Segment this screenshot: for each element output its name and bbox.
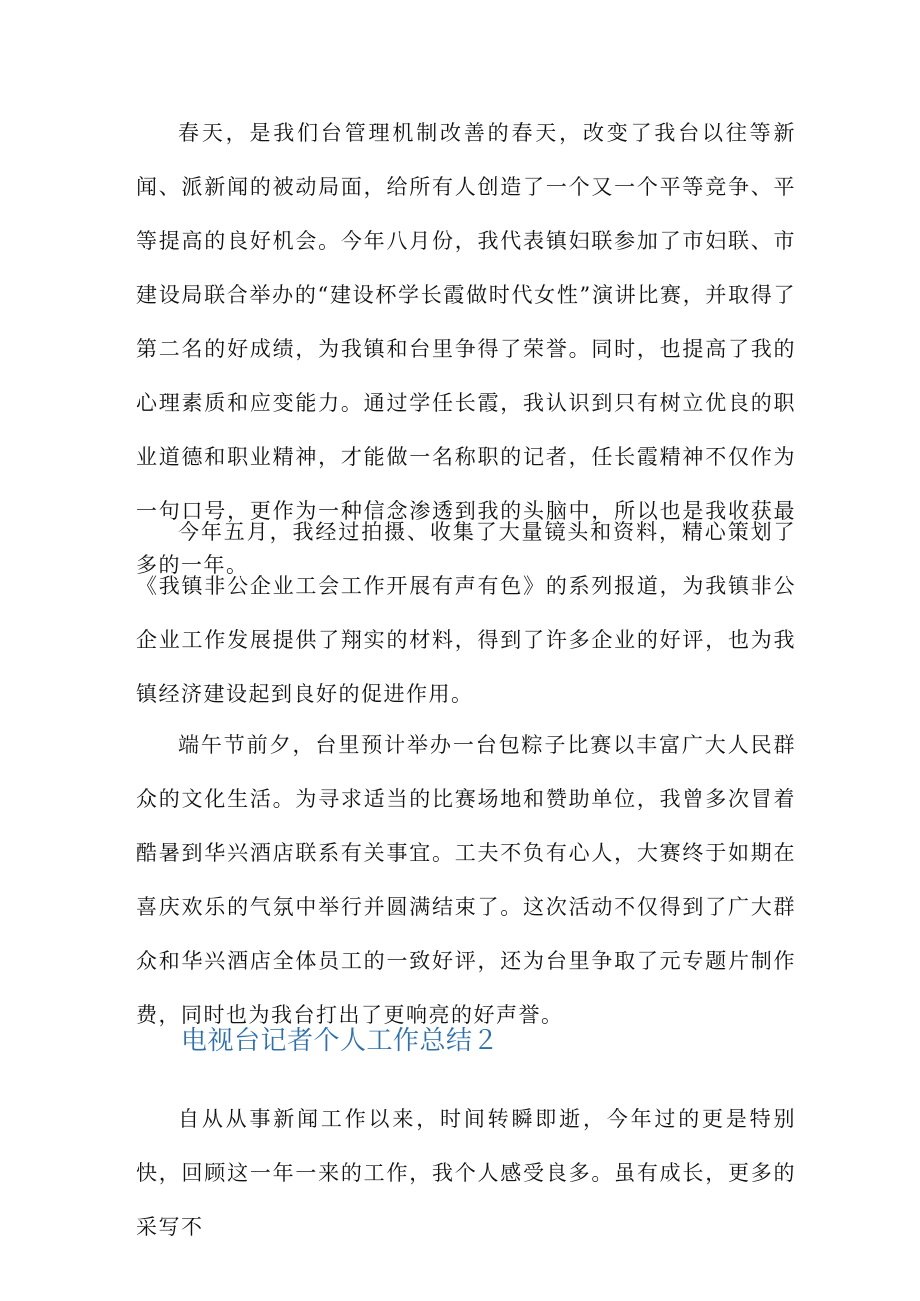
section-heading: 电视台记者个人工作总结２ (181, 1026, 500, 1056)
body-paragraph: 端午节前夕，台里预计举办一台包粽子比赛以丰富广大人民群众的文化生活。为寻求适当的比赛场地和赞助单位，我曾多次冒着酷暑到华兴酒店联系有关事宜。工夫不负有心人，大赛终于如期在喜庆欢乐的气氛中举行并圆满结束了。这次活动不仅得到了广大群众和华兴酒店全体员工的一致好评，还为台里争取了元专题片制作费，同时也为我台打出了更响亮的好声誉。 (136, 733, 796, 1027)
body-paragraph: 春天，是我们台管理机制改善的春天，改变了我台以往等新闻、派新闻的被动局面，给所有人创造了一个又一个平等竞争、平等提高的良好机会。今年八月份，我代表镇妇联参加了市妇联、市建设局联合举办的“建设杯学长霞做时代女性”演讲比赛，并取得了第二名的好成绩，为我镇和台里争得了荣誉。同时，也提高了我的心理素质和应变能力。通过学任长霞，我认识到只有树立优良的职业道德和职业精神，才能做一名称职的记者，任长霞精神不仅作为一句口号，更作为一种信念渗透到我的头脑中，所以也是我收获最多的一年。 (136, 121, 796, 577)
body-paragraph: 自从从事新闻工作以来，时间转瞬即逝，今年过的更是特别快，回顾这一年一来的工作，我个人感受良多。虽有成长，更多的采写不 (136, 1107, 796, 1239)
body-paragraph: 今年五月，我经过拍摄、收集了大量镜头和资料，精心策划了《我镇非公企业工会工作开展有声有色》的系列报道，为我镇非公企业工作发展提供了翔实的材料，得到了许多企业的好评，也为我镇经济建设起到良好的促进作用。 (136, 520, 796, 706)
